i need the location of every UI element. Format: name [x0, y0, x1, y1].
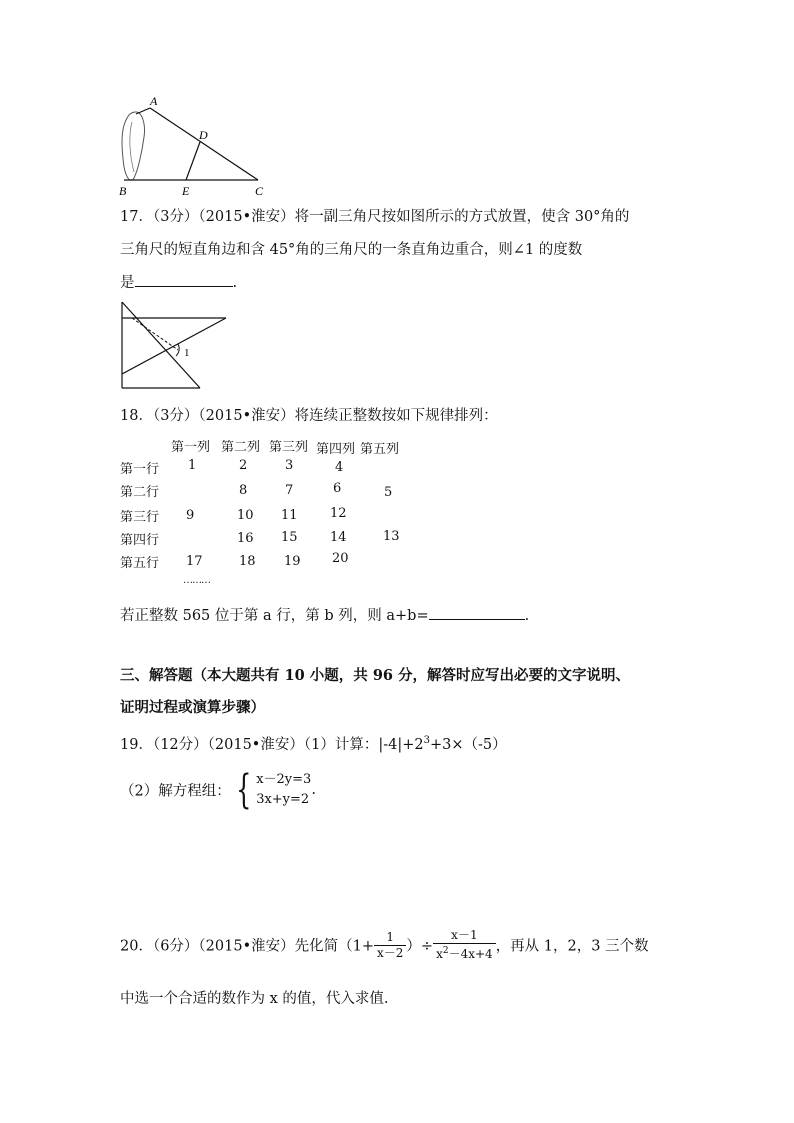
- col-header-2: 第二列: [221, 440, 261, 455]
- section-3-heading-line1: 三、解答题（本大题共有 10 小题，共 96 分，解答时应写出必要的文字说明、: [120, 667, 631, 684]
- equation-1: x－2y=3: [256, 772, 312, 787]
- q18-answer-blank[interactable]: [429, 605, 525, 620]
- q20-suffix: ，再从 1，2，3 三个数: [495, 938, 649, 955]
- label-b: B: [119, 184, 127, 198]
- q20-line1: [120, 928, 649, 962]
- row-header-4: 第四行: [120, 533, 160, 548]
- row-header-2: 第二行: [120, 485, 160, 500]
- triangle-rulers-figure-17: [118, 300, 230, 392]
- fraction-1-denominator: x－2: [377, 945, 404, 960]
- table-cell: 13: [383, 529, 400, 544]
- table-cell: 17: [186, 554, 203, 569]
- triangle-figure-16: [112, 92, 282, 200]
- table-cell: 19: [284, 554, 301, 569]
- table-cell: 12: [330, 506, 347, 521]
- q19-part2-prefix: （2）解方程组：: [120, 783, 231, 800]
- table-cell: 10: [237, 508, 254, 523]
- q20-line2: 中选一个合适的数作为 x 的值，代入求值.: [120, 991, 389, 1007]
- section-3-heading-line2: 证明过程或演算步骤）: [120, 699, 265, 716]
- table-cell: 5: [384, 485, 393, 500]
- table-cell: 4: [335, 460, 344, 475]
- fraction-1: [374, 930, 406, 961]
- q18-question-suffix: .: [524, 608, 530, 624]
- equation-system: [256, 770, 311, 810]
- table-cell: 15: [281, 530, 298, 545]
- fraction-1-numerator: 1: [374, 930, 406, 946]
- col-header-5: 第五列: [360, 442, 400, 457]
- table-cell: 2: [239, 458, 248, 473]
- q17-line3-prefix: 是: [120, 275, 135, 291]
- q20-mid: ）÷: [406, 938, 434, 955]
- side-ac: [150, 108, 258, 180]
- col-header-3: 第三列: [269, 440, 309, 455]
- table-cell: 3: [285, 458, 294, 473]
- table-cell: 20: [332, 551, 349, 566]
- table-cell: 1: [188, 458, 197, 473]
- label-d: D: [199, 128, 208, 142]
- angle-1-label: 1: [184, 347, 190, 359]
- q17-line3-suffix: .: [232, 275, 238, 291]
- table-cell: 6: [333, 481, 342, 496]
- segment-de: [186, 142, 200, 180]
- col-header-4: 第四列: [316, 442, 356, 457]
- equation-2: 3x+y=2: [256, 792, 310, 807]
- table-cell: 7: [285, 483, 294, 498]
- q17-line3: [120, 271, 237, 292]
- table-cell: 9: [186, 508, 195, 523]
- table-cell: 18: [239, 554, 256, 569]
- label-e: E: [182, 184, 190, 198]
- row-header-1: 第一行: [120, 462, 160, 477]
- table-cell: 8: [239, 483, 248, 498]
- q19-part2-suffix: .: [311, 782, 316, 798]
- q18-line1: 18．（3分）（2015•淮安）将连续正整数按如下规律排列：: [120, 408, 498, 424]
- fraction-2-numerator: x－1: [433, 928, 496, 944]
- table-cell: 11: [281, 508, 298, 523]
- table-ellipsis: ………: [183, 575, 210, 586]
- q19-part2: [120, 767, 316, 813]
- q19-exponent: 3: [423, 735, 430, 747]
- label-a: A: [150, 94, 158, 108]
- q17-line1: 17．（3分）（2015•淮安）将一副三角尺按如图所示的方式放置，使含 30°角的: [120, 209, 630, 225]
- q19-line1-suffix: +3×（-5）: [429, 737, 507, 753]
- col-header-1: 第一列: [171, 440, 211, 455]
- q19-line1: [120, 733, 507, 754]
- q17-line2: 三角尺的短直角边和含 45°角的三角尺的一条直角边重合，则∠1 的度数: [120, 242, 583, 258]
- q20-prefix: 20．（6分）（2015•淮安）先化简（1+: [120, 938, 375, 955]
- q19-line1-prefix: 19．（12分）（2015•淮安）（1）计算：|-4|+2: [120, 737, 424, 753]
- row-header-3: 第三行: [120, 510, 160, 525]
- q18-question: [120, 604, 529, 625]
- table-cell: 16: [237, 531, 254, 546]
- table-cell: 14: [330, 530, 347, 545]
- fraction-2-denominator: $x^2-4x+4$: [436, 946, 493, 961]
- row-header-5: 第五行: [120, 556, 160, 571]
- system-brace: {: [235, 767, 252, 813]
- q17-answer-blank[interactable]: [135, 272, 233, 287]
- label-c: C: [255, 184, 264, 198]
- q18-question-prefix: 若正整数 565 位于第 a 行，第 b 列，则 a+b=: [120, 608, 429, 624]
- fraction-2: [433, 928, 496, 962]
